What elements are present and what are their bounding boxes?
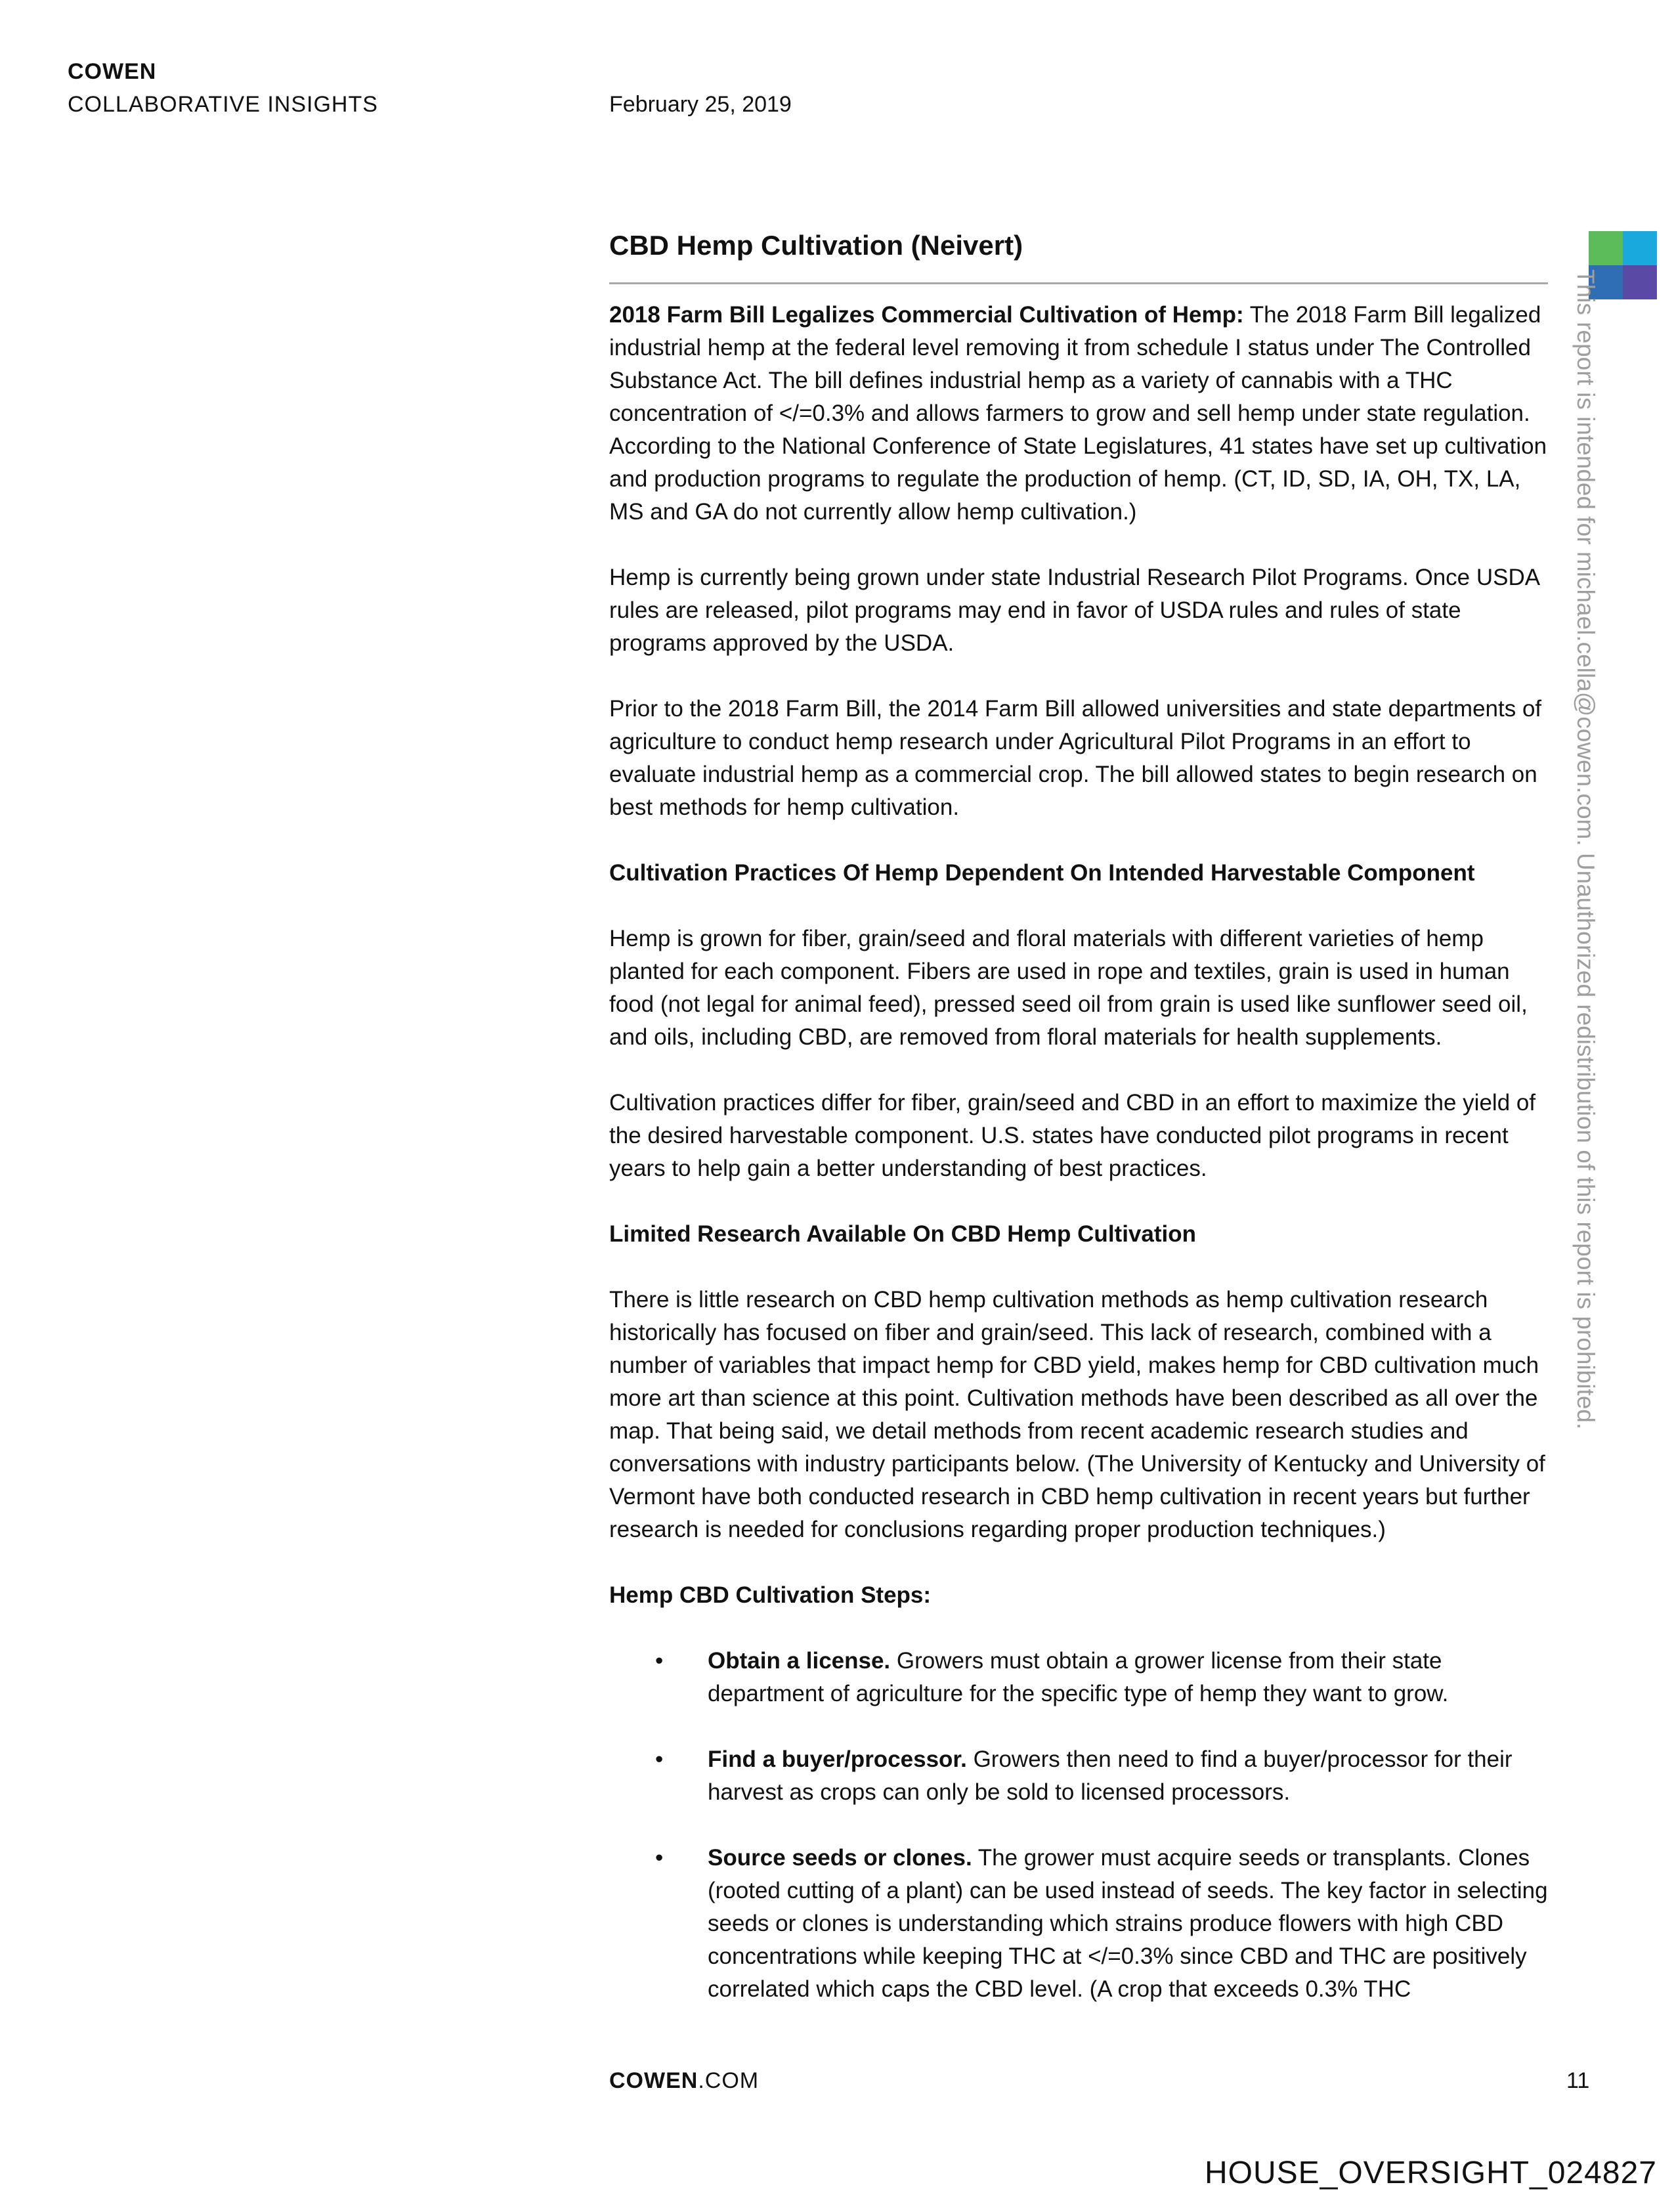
paragraph-research: There is little research on CBD hemp cultivation methods as hemp cultivation research historically has focused on fiber and grain/seed. This lack of research, combined with a number of variables that impact hemp for CBD yield, makes hemp for CBD cultivation much more art than science at this point. Cultivation methods have been described as all over the map. That being said, we detail methods from recent academic research studies and conversations with industry participants below. (The University of Kentucky and University of Vermont have both conducted research in CBD hemp cultivation in recent years but further research is needed for conclusions regarding proper production techniques.) [609, 1287, 1545, 1542]
list-item [609, 1645, 1555, 1710]
page-number: 11 [1566, 2068, 1590, 2093]
header-subtitle: COLLABORATIVE INSIGHTS [68, 92, 378, 117]
tab-green [1589, 231, 1623, 265]
tab-purple [1623, 265, 1657, 299]
footer-logo[interactable] [609, 2068, 759, 2094]
title-divider [609, 282, 1548, 284]
step-text: Growers must obtain a grower license from their state department of agriculture for the specific type of hemp they want to grow. [708, 1648, 1449, 1706]
step-lead: Obtain a license. [708, 1648, 891, 1674]
distribution-watermark: This report is intended for michael.cella@cowen.com. Unauthorized redistribution of this report is prohibited. [1572, 269, 1599, 1430]
list-item [609, 1842, 1555, 2006]
paragraph-2014-farm-bill: Prior to the 2018 Farm Bill, the 2014 Farm Bill allowed universities and state departments of agriculture to conduct hemp research under Agricultural Pilot Programs in an effort to evaluate industrial hemp as a commercial crop. The bill allowed states to begin research on best methods for hemp cultivation. [609, 696, 1542, 820]
bates-number: HOUSE_OVERSIGHT_024827 [1205, 2156, 1657, 2190]
cultivation-steps-list [609, 1645, 1555, 2006]
paragraph-farm-bill [609, 299, 1555, 529]
footer-logo-domain: .COM [698, 2068, 760, 2093]
step-text: The grower must acquire seeds or transplants. Clones (rooted cutting of a plant) can be used instead of seeds. The key factor in selecting seeds or clones is understanding which strains produce flowers with high CBD concentrations while keeping THC at </=0.3% since CBD and THC are positively correlated which caps the CBD level. (A crop that exceeds 0.3% THC [708, 1845, 1548, 2002]
footer-logo-bold: COWEN [609, 2068, 698, 2093]
bullet-icon: • [655, 1648, 664, 1674]
header-brand: COWEN [68, 59, 157, 84]
heading-limited-research: Limited Research Available On CBD Hemp Cultivation [609, 1221, 1196, 1247]
paragraph-pilot-programs: Hemp is currently being grown under state Industrial Research Pilot Programs. Once USDA rules are released, pilot programs may end in favor of USDA rules and rules of state programs approved by the USDA. [609, 565, 1539, 656]
step-lead: Source seeds or clones. [708, 1845, 972, 1871]
report-body [609, 299, 1555, 2039]
report-date: February 25, 2019 [609, 92, 792, 117]
bullet-icon: • [655, 1746, 664, 1772]
paragraph-practices-differ: Cultivation practices differ for fiber, grain/seed and CBD in an effort to maximize the yield of the desired harvestable component. U.S. states have conducted pilot programs in recent years to help gain a better understanding of best practices. [609, 1090, 1536, 1181]
heading-cultivation-steps: Hemp CBD Cultivation Steps: [609, 1582, 932, 1608]
list-item [609, 1743, 1555, 1809]
section-title: CBD Hemp Cultivation (Neivert) [609, 230, 1023, 261]
bullet-icon: • [655, 1845, 664, 1871]
step-lead: Find a buyer/processor. [708, 1746, 967, 1772]
paragraph-hemp-components: Hemp is grown for fiber, grain/seed and floral materials with different varieties of hemp planted for each component. Fibers are used in rope and textiles, grain is used in human food (not legal for animal feed), pressed seed oil from grain is used like sunflower seed oil, and oils, including CBD, are removed from floral materials for health supplements. [609, 926, 1528, 1050]
heading-cultivation-practices: Cultivation Practices Of Hemp Dependent On Intended Harvestable Component [609, 860, 1475, 886]
paragraph-lead: 2018 Farm Bill Legalizes Commercial Cultivation of Hemp: [609, 302, 1244, 328]
step-text: Growers then need to find a buyer/processor for their harvest as crops can only be sold to licensed processors. [708, 1746, 1513, 1805]
paragraph-text: The 2018 Farm Bill legalized industrial hemp at the federal level removing it from schedule I status under The Controlled Substance Act. The bill defines industrial hemp as a variety of cannabis with a THC concentration of </=0.3% and allows farmers to grow and sell hemp under state regulation. According to the National Conference of State Legislatures, 41 states have set up cultivation and production programs to regulate the production of hemp. (CT, ID, SD, IA, OH, TX, LA, MS and GA do not currently allow hemp cultivation.) [609, 302, 1547, 525]
tab-cyan [1623, 231, 1657, 265]
